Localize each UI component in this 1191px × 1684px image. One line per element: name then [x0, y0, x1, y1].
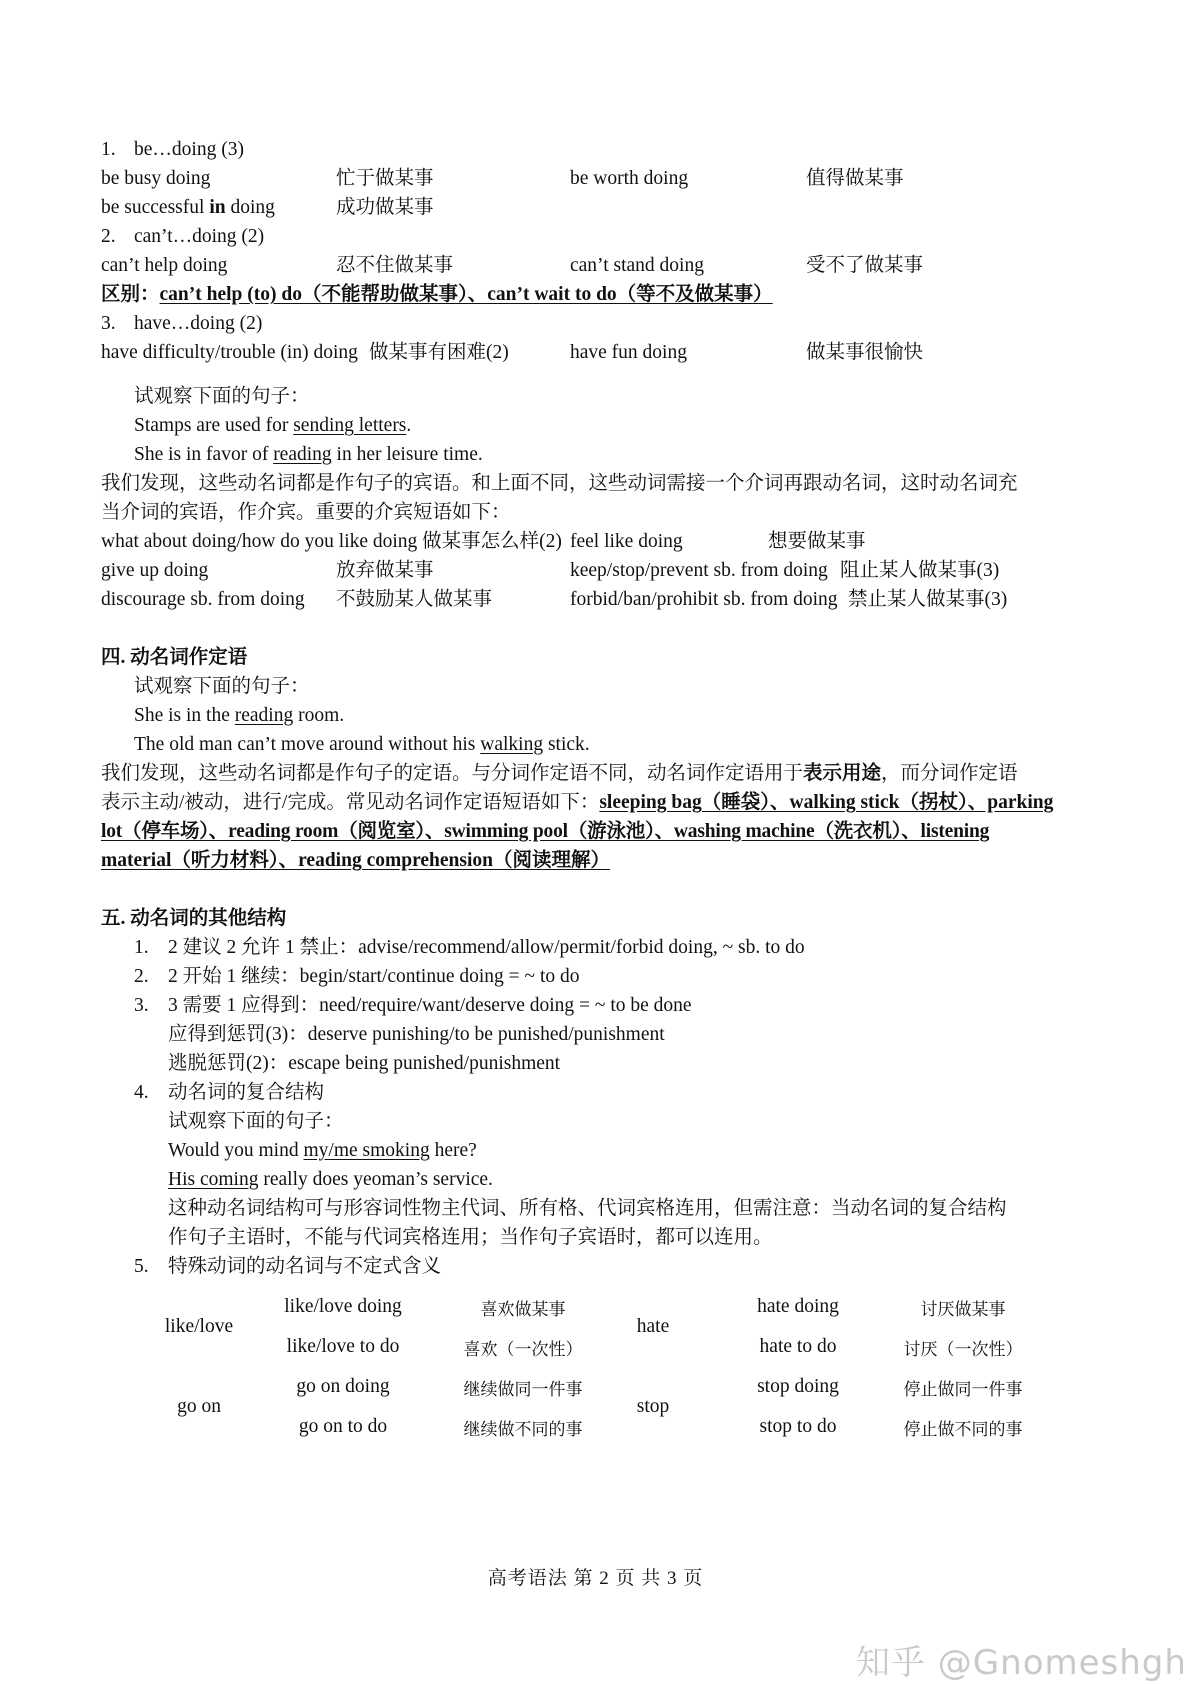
table-cell-verb: go on	[177, 1396, 221, 1417]
phrase-row	[0, 250, 1191, 281]
table-cell-meaning: 讨厌（一次性）	[903, 1339, 1023, 1359]
phrase: what about doing/how do you like doing 做某事怎么样(2)	[101, 531, 562, 552]
table-cell-meaning: 喜欢做某事	[480, 1299, 566, 1319]
explanation-line	[0, 1193, 1191, 1224]
explanation-line	[0, 845, 1191, 876]
list-item-text: 动名词的复合结构	[168, 1082, 325, 1103]
list-item	[0, 932, 1191, 963]
intro-text: 试观察下面的句子：	[134, 386, 310, 407]
phrase-meaning: 禁止某人做某事(3)	[848, 589, 1008, 610]
table-cell: stop to do	[759, 1416, 837, 1437]
list-subitem	[0, 1019, 1191, 1050]
note-label: 区别：can’t help (to) do（不能帮助做某事）、can’t wait to do（等不及做某事）	[101, 284, 773, 305]
observation-intro	[0, 1106, 1191, 1137]
table-cell-verb: hate	[636, 1316, 670, 1337]
table-cell-meaning: 停止做不同的事	[903, 1419, 1023, 1439]
phrase: be busy doing	[101, 168, 211, 189]
list-number: 3.	[134, 995, 149, 1016]
phrase: forbid/ban/prohibit sb. from doing	[570, 589, 838, 610]
table-row	[160, 1367, 1038, 1407]
paragraph-text: lot（停车场）、reading room（阅览室）、swimming pool（游泳池）、washing machine（洗衣机）、listening	[101, 821, 990, 842]
paragraph-text: 我们发现，这些动名词都是作句子的定语。与分词作定语不同，动名词作定语用于表示用途，而分词作定语	[101, 763, 1018, 784]
phrase-row	[0, 192, 1191, 223]
phrase: be successful in doing	[101, 197, 275, 218]
phrase-meaning: 做某事很愉快	[806, 342, 924, 363]
difference-note	[0, 279, 1191, 310]
list-heading-text: can’t…doing (2)	[134, 226, 265, 247]
example-sentence	[0, 700, 1191, 731]
phrase: be worth doing	[570, 168, 689, 189]
list-number: 2.	[101, 226, 116, 247]
list-item-text: 3 需要 1 应得到：need/require/want/deserve doing = ~ to be done	[168, 995, 692, 1016]
phrase-row	[0, 163, 1191, 194]
explanation-line	[0, 497, 1191, 528]
section-title-5	[0, 903, 1191, 934]
phrase: keep/stop/prevent sb. from doing	[570, 560, 828, 581]
phrase: feel like doing	[570, 531, 683, 552]
explanation-line	[0, 1222, 1191, 1253]
table-cell: stop doing	[757, 1376, 839, 1397]
list-number: 1.	[134, 937, 149, 958]
list-subitem	[0, 1048, 1191, 1079]
phrase-meaning: 不鼓励某人做某事	[336, 589, 493, 610]
explanation-line	[0, 468, 1191, 499]
table-cell-verb: like/love	[164, 1316, 234, 1337]
list-number: 3.	[101, 313, 116, 334]
phrase: have difficulty/trouble (in) doing	[101, 342, 358, 363]
list-heading-text: have…doing (2)	[134, 313, 263, 334]
table-cell: hate to do	[759, 1336, 837, 1357]
paragraph-text: 这种动名词结构可与形容词性物主代词、所有格、代词宾格连用，但需注意：当动名词的复合结构	[168, 1198, 1007, 1219]
example-sentence	[0, 410, 1191, 441]
phrase-meaning: 做某事有困难(2)	[369, 342, 509, 363]
sentence-text: She is in the reading room.	[134, 705, 345, 726]
list-number: 2.	[134, 966, 149, 987]
phrase: give up doing	[101, 560, 209, 581]
sentence-text: Would you mind my/me smoking here?	[168, 1140, 477, 1161]
section-title: 五. 动名词的其他结构	[101, 908, 287, 929]
phrase: discourage sb. from doing	[101, 589, 305, 610]
phrase-meaning: 放弃做某事	[336, 560, 434, 581]
table-cell: go on to do	[298, 1416, 388, 1437]
list-heading-be-doing	[0, 134, 1191, 165]
table-cell: like/love to do	[286, 1336, 400, 1357]
table-cell-meaning: 继续做不同的事	[463, 1419, 583, 1439]
sentence-text: His coming really does yeoman’s service.	[168, 1169, 493, 1190]
section-title: 四. 动名词作定语	[101, 647, 248, 668]
example-sentence	[0, 729, 1191, 760]
table-cell: like/love doing	[284, 1296, 402, 1317]
phrase: can’t stand doing	[570, 255, 704, 276]
table-cell-meaning: 停止做同一件事	[903, 1379, 1023, 1399]
explanation-line	[0, 758, 1191, 789]
paragraph-text: 作句子主语时，不能与代词宾格连用；当作句子宾语时，都可以连用。	[168, 1227, 773, 1248]
phrase-meaning: 成功做某事	[336, 197, 434, 218]
list-heading-have-doing	[0, 308, 1191, 339]
explanation-line	[0, 816, 1191, 847]
page-footer: 高考语法 第 2 页 共 3 页	[487, 1568, 704, 1589]
phrase-meaning: 受不了做某事	[806, 255, 924, 276]
list-item-text: 逃脱惩罚(2)：escape being punished/punishment	[168, 1053, 561, 1074]
sentence-text: She is in favor of reading in her leisure time.	[134, 444, 483, 465]
phrase-meaning: 想要做某事	[768, 531, 866, 552]
intro-text: 试观察下面的句子：	[134, 676, 310, 697]
sentence-text: The old man can’t move around without his walking stick.	[134, 734, 590, 755]
observation-intro	[0, 381, 1191, 412]
table-cell-verb: stop	[636, 1396, 670, 1417]
list-number: 5.	[134, 1256, 149, 1277]
phrase-meaning: 值得做某事	[806, 168, 904, 189]
phrase-row	[0, 526, 1191, 557]
list-item	[0, 961, 1191, 992]
list-item-text: 应得到惩罚(3)：deserve punishing/to be punished/punishment	[168, 1024, 665, 1045]
list-number: 4.	[134, 1082, 149, 1103]
phrase: have fun doing	[570, 342, 687, 363]
section-title-4	[0, 642, 1191, 673]
example-sentence	[0, 439, 1191, 470]
paragraph-text: 我们发现，这些动名词都是作句子的宾语。和上面不同，这些动词需接一个介词再跟动名词，这时动名词充	[101, 473, 1018, 494]
phrase-meaning: 忍不住做某事	[336, 255, 454, 276]
list-number: 1.	[101, 139, 116, 160]
table-row	[160, 1287, 1038, 1327]
list-item-text: 2 开始 1 继续：begin/start/continue doing = ~ to do	[168, 966, 580, 987]
paragraph-text: 表示主动/被动，进行/完成。常见动名词作定语短语如下：sleeping bag（睡袋）、walking stick（拐杖）、parking	[101, 792, 1054, 813]
phrase: can’t help doing	[101, 255, 228, 276]
table-cell: hate doing	[757, 1296, 839, 1317]
paragraph-text: 当介词的宾语，作介宾。重要的介宾短语如下：	[101, 502, 511, 523]
observation-intro	[0, 671, 1191, 702]
watermark: 知乎 @Gnomeshgh	[856, 1643, 1187, 1683]
phrase-meaning: 阻止某人做某事(3)	[840, 560, 1000, 581]
example-sentence	[0, 1135, 1191, 1166]
phrase-row	[0, 337, 1191, 368]
list-item-text: 2 建议 2 允许 1 禁止：advise/recommend/allow/permit/forbid doing, ~ sb. to do	[168, 937, 805, 958]
list-heading-cant-doing	[0, 221, 1191, 252]
verb-comparison-table	[160, 1287, 1038, 1447]
table-cell-meaning: 喜欢（一次性）	[463, 1339, 583, 1359]
intro-text: 试观察下面的句子：	[168, 1111, 344, 1132]
list-item	[0, 1251, 1191, 1282]
table-cell-meaning: 讨厌做某事	[920, 1299, 1006, 1319]
list-item-text: 特殊动词的动名词与不定式含义	[168, 1256, 442, 1277]
list-item	[0, 990, 1191, 1021]
explanation-line	[0, 787, 1191, 818]
list-item	[0, 1077, 1191, 1108]
sentence-text: Stamps are used for sending letters.	[134, 415, 412, 436]
list-heading-text: be…doing (3)	[134, 139, 244, 160]
table-cell: go on doing	[296, 1376, 390, 1397]
phrase-row	[0, 584, 1191, 615]
example-sentence	[0, 1164, 1191, 1195]
paragraph-text: material（听力材料）、reading comprehension（阅读理解）	[101, 850, 610, 871]
phrase-meaning: 忙于做某事	[336, 168, 434, 189]
table-cell-meaning: 继续做同一件事	[463, 1379, 583, 1399]
phrase-row	[0, 555, 1191, 586]
